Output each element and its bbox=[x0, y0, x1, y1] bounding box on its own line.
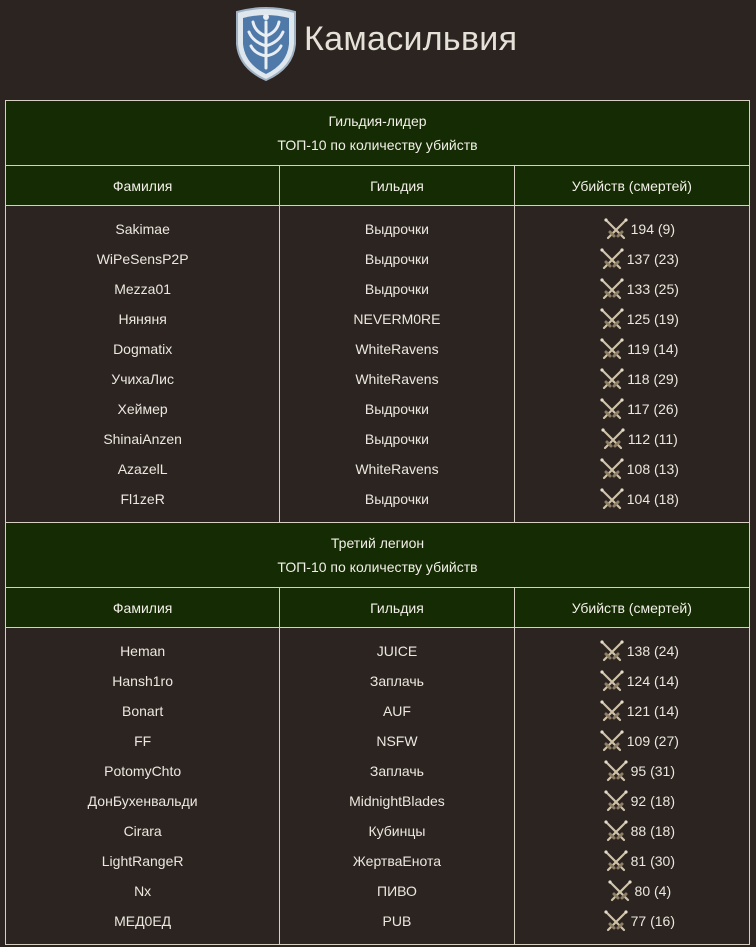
player-surname: AzazelL bbox=[117, 461, 168, 477]
player-surname: Cirara bbox=[123, 823, 162, 839]
player-kills bbox=[515, 726, 749, 756]
kills-deaths-value: 77 (16) bbox=[630, 913, 675, 929]
player-kills bbox=[515, 666, 749, 696]
player-surname: PotomyChto bbox=[104, 763, 182, 779]
section-title: Третий легион bbox=[330, 535, 425, 551]
column-header-row bbox=[6, 588, 749, 628]
kills-deaths-value: 108 (13) bbox=[626, 461, 679, 477]
player-kills bbox=[515, 214, 749, 244]
player-kills bbox=[515, 846, 749, 876]
kills-deaths-value: 117 (26) bbox=[627, 401, 679, 417]
page-title: Камасильвия bbox=[304, 20, 518, 58]
section-third-legion bbox=[6, 522, 749, 944]
crossed-swords-icon bbox=[599, 247, 627, 271]
crossed-swords-icon bbox=[599, 367, 627, 391]
section-subtitle: ТОП-10 по количеству убийств bbox=[277, 559, 478, 575]
player-guild: ЖертваЕнота bbox=[352, 853, 441, 869]
player-kills bbox=[515, 876, 749, 906]
crossed-swords-icon bbox=[599, 457, 627, 481]
player-kills bbox=[515, 244, 749, 274]
guild-column bbox=[280, 206, 514, 522]
player-guild: AUF bbox=[382, 703, 411, 719]
player-surname: УчихаЛис bbox=[111, 371, 174, 387]
player-guild: JUICE bbox=[376, 643, 418, 659]
crossed-swords-icon bbox=[599, 639, 627, 663]
player-surname: Sakimae bbox=[115, 221, 170, 237]
kills-deaths-value: 121 (14) bbox=[626, 703, 679, 719]
kamasylvia-crest-icon bbox=[233, 6, 299, 82]
player-kills bbox=[515, 394, 749, 424]
crossed-swords-icon bbox=[599, 487, 627, 511]
player-surname: ShinaiAnzen bbox=[103, 431, 182, 447]
kills-column bbox=[515, 206, 749, 522]
player-guild: Выдрочки bbox=[364, 281, 429, 297]
crossed-swords-icon bbox=[599, 277, 627, 301]
player-kills bbox=[515, 786, 749, 816]
column-header-surname: Фамилия bbox=[6, 166, 280, 205]
player-guild: WhiteRavens bbox=[355, 371, 439, 387]
player-kills bbox=[515, 364, 749, 394]
crossed-swords-icon bbox=[607, 879, 635, 903]
crossed-swords-icon bbox=[599, 669, 627, 693]
column-header-guild: Гильдия bbox=[280, 166, 514, 205]
crossed-swords-icon bbox=[603, 759, 631, 783]
player-kills bbox=[515, 636, 749, 666]
kills-deaths-value: 88 (18) bbox=[630, 823, 675, 839]
player-guild: Выдрочки bbox=[364, 431, 429, 447]
player-guild: PUB bbox=[382, 913, 412, 929]
crossed-swords-icon bbox=[603, 849, 631, 873]
player-surname: WiPeSensP2P bbox=[96, 251, 189, 267]
player-guild: Выдрочки bbox=[364, 401, 429, 417]
kills-deaths-value: 95 (31) bbox=[630, 763, 675, 779]
player-kills bbox=[515, 906, 749, 936]
player-surname: ДонБухенвальди bbox=[87, 793, 198, 809]
kills-deaths-value: 194 (9) bbox=[630, 221, 675, 237]
crossed-swords-icon bbox=[603, 909, 631, 933]
column-header-kills: Убийств (смертей) bbox=[571, 599, 692, 616]
rows-body bbox=[6, 628, 749, 944]
kills-deaths-value: 133 (25) bbox=[626, 281, 679, 297]
player-surname: Heman bbox=[120, 643, 166, 659]
player-surname: Хеймер bbox=[117, 401, 168, 417]
player-surname: Nx bbox=[134, 883, 152, 899]
player-surname: Няняня bbox=[118, 311, 167, 327]
crossed-swords-icon bbox=[599, 729, 627, 753]
player-kills bbox=[515, 816, 749, 846]
player-kills bbox=[515, 424, 749, 454]
player-guild: Кубинцы bbox=[368, 823, 426, 839]
crossed-swords-icon bbox=[599, 307, 627, 331]
crossed-swords-icon bbox=[603, 217, 631, 241]
player-guild: Выдрочки bbox=[364, 251, 429, 267]
player-kills bbox=[515, 274, 749, 304]
kills-deaths-value: 125 (19) bbox=[626, 311, 679, 327]
player-surname: LightRangeR bbox=[101, 853, 184, 869]
column-header-surname: Фамилия bbox=[6, 588, 280, 627]
player-surname: Hansh1ro bbox=[112, 673, 173, 689]
crossed-swords-icon bbox=[600, 427, 628, 451]
player-surname: Mezza01 bbox=[114, 281, 172, 297]
player-guild: Заплачь bbox=[369, 673, 424, 689]
player-surname: МЕД0ЕД bbox=[114, 913, 172, 929]
column-header-guild: Гильдия bbox=[280, 588, 514, 627]
kills-deaths-value: 112 (11) bbox=[627, 431, 678, 447]
crossed-swords-icon bbox=[599, 397, 627, 421]
player-guild: Выдрочки bbox=[364, 221, 429, 237]
player-kills bbox=[515, 484, 749, 514]
player-guild: WhiteRavens bbox=[355, 461, 439, 477]
kills-column bbox=[515, 628, 749, 944]
kills-deaths-value: 124 (14) bbox=[626, 673, 679, 689]
kills-deaths-value: 81 (30) bbox=[630, 853, 675, 869]
rows-body bbox=[6, 206, 749, 522]
crossed-swords-icon bbox=[599, 337, 627, 361]
kills-deaths-value: 138 (24) bbox=[626, 643, 679, 659]
player-guild: Выдрочки bbox=[364, 491, 429, 507]
crossed-swords-icon bbox=[603, 819, 631, 843]
kills-deaths-value: 80 (4) bbox=[634, 883, 672, 899]
section-title: Гильдия-лидер bbox=[328, 113, 427, 129]
section-subtitle: ТОП-10 по количеству убийств bbox=[277, 137, 478, 153]
player-surname: Fl1zeR bbox=[120, 491, 165, 507]
player-guild: WhiteRavens bbox=[355, 341, 439, 357]
surname-column bbox=[6, 628, 280, 944]
section-header bbox=[6, 101, 749, 166]
player-surname: Dogmatix bbox=[113, 341, 173, 357]
player-surname: Bonart bbox=[122, 703, 164, 719]
player-guild: NEVERM0RE bbox=[353, 311, 441, 327]
player-guild: ПИВО bbox=[377, 883, 417, 899]
player-guild: NSFW bbox=[376, 733, 418, 749]
kills-deaths-value: 109 (27) bbox=[626, 733, 679, 749]
crossed-swords-icon bbox=[599, 699, 627, 723]
kills-deaths-value: 137 (23) bbox=[626, 251, 679, 267]
section-guild-leader bbox=[6, 101, 749, 522]
section-header bbox=[6, 523, 749, 588]
column-header-row bbox=[6, 166, 749, 206]
surname-column bbox=[6, 206, 280, 522]
rankings-board bbox=[5, 100, 750, 945]
player-kills bbox=[515, 696, 749, 726]
page-header bbox=[0, 0, 756, 100]
crossed-swords-icon bbox=[603, 789, 631, 813]
player-kills bbox=[515, 334, 749, 364]
player-guild: Заплачь bbox=[369, 763, 424, 779]
column-header-kills: Убийств (смертей) bbox=[571, 177, 692, 194]
player-kills bbox=[515, 756, 749, 786]
player-surname: FF bbox=[134, 733, 152, 749]
player-kills bbox=[515, 304, 749, 334]
player-kills bbox=[515, 454, 749, 484]
kills-deaths-value: 119 (14) bbox=[627, 341, 679, 357]
kills-deaths-value: 118 (29) bbox=[627, 371, 679, 387]
player-guild: MidnightBlades bbox=[349, 793, 445, 809]
guild-column bbox=[280, 628, 514, 944]
kills-deaths-value: 104 (18) bbox=[626, 491, 679, 507]
kills-deaths-value: 92 (18) bbox=[630, 793, 675, 809]
